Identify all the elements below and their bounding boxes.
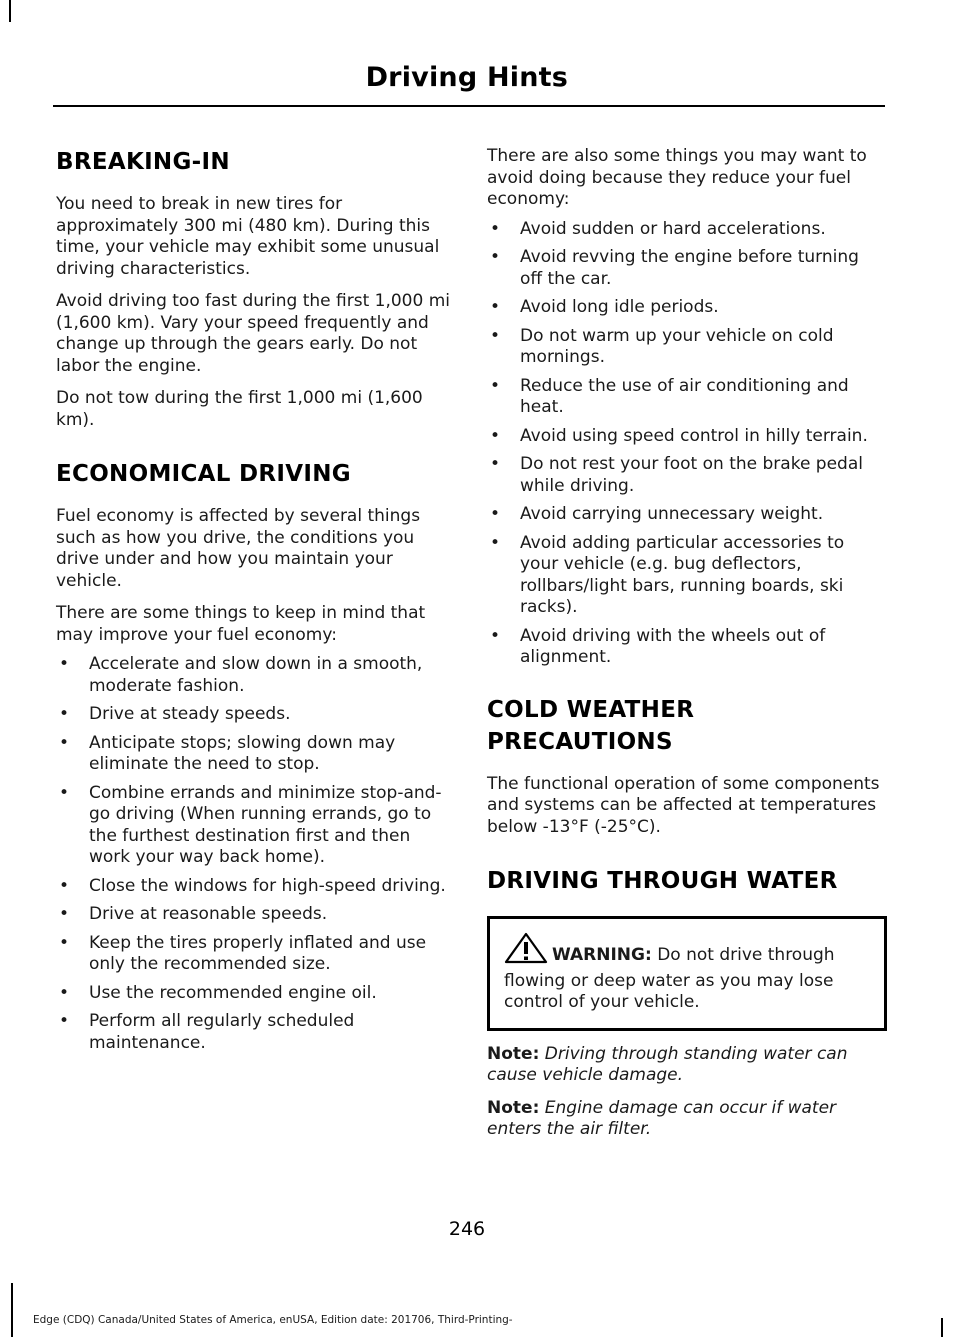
list-item-text: Avoid long idle periods. bbox=[520, 297, 719, 317]
list-item-text: Drive at steady speeds. bbox=[89, 704, 291, 724]
list-item-text: Perform all regularly scheduled maintenance. bbox=[89, 1011, 355, 1053]
list-item-text: Combine errands and minimize stop-and-go driving (When running errands, go to the furthest destination first and then work your way back home). bbox=[89, 782, 442, 867]
list-item bbox=[56, 1011, 451, 1054]
list-item bbox=[487, 426, 882, 448]
list-item bbox=[487, 504, 882, 526]
fuel-economy-tips-list bbox=[56, 654, 451, 1054]
list-item-text: Anticipate stops; slowing down may eliminate the need to stop. bbox=[89, 732, 396, 774]
left-column bbox=[56, 146, 451, 1061]
avoid-list bbox=[487, 219, 882, 669]
bullet-icon: • bbox=[490, 425, 501, 446]
crop-mark-bottom-left-vertical bbox=[11, 1283, 13, 1337]
list-item-text: Reduce the use of air conditioning and heat. bbox=[520, 375, 849, 417]
warning-text-block bbox=[504, 932, 870, 1014]
note bbox=[487, 1098, 882, 1141]
list-item bbox=[487, 247, 882, 290]
note-text: Driving through standing water can cause vehicle damage. bbox=[487, 1043, 848, 1085]
right-column bbox=[487, 146, 882, 1141]
list-item bbox=[56, 733, 451, 776]
breaking-in-paragraph: Do not tow during the first 1,000 mi (1,600 km). bbox=[56, 388, 423, 430]
bullet-icon: • bbox=[59, 732, 70, 753]
cold-weather-heading-second-line bbox=[487, 726, 882, 758]
list-item bbox=[487, 454, 882, 497]
breaking-in-paragraph: You need to break in new tires for approximately 300 mi (480 km). During this time, your vehicle may exhibit some unusual driving characteristics. bbox=[56, 194, 440, 279]
list-item bbox=[56, 876, 451, 898]
warning-label: WARNING: bbox=[552, 945, 652, 965]
list-item bbox=[56, 704, 451, 726]
warning-triangle-icon bbox=[504, 932, 548, 971]
bullet-icon: • bbox=[490, 325, 501, 346]
list-item bbox=[487, 533, 882, 619]
breaking-in-heading: BREAKING-IN bbox=[56, 149, 230, 175]
note-label: Note: bbox=[487, 1097, 540, 1118]
list-item-text: Use the recommended engine oil. bbox=[89, 982, 377, 1003]
edition-footer: Edge (CDQ) Canada/United States of America, enUSA, Edition date: 201706, Third-Printing- bbox=[33, 1314, 513, 1326]
bullet-icon: • bbox=[490, 454, 501, 474]
bullet-icon: • bbox=[59, 904, 70, 924]
list-item bbox=[487, 626, 882, 669]
note-label: Note: bbox=[487, 1043, 540, 1064]
bullet-icon: • bbox=[490, 504, 501, 524]
economical-driving-lead: There are some things to keep in mind that may improve your fuel economy: bbox=[56, 603, 426, 645]
cold-weather-heading-line1: COLD WEATHER bbox=[487, 696, 695, 723]
bullet-icon: • bbox=[490, 625, 501, 646]
header-rule bbox=[53, 105, 885, 107]
bullet-icon: • bbox=[490, 532, 501, 553]
bullet-icon: • bbox=[59, 875, 70, 896]
list-item bbox=[56, 904, 451, 926]
list-item bbox=[487, 376, 882, 419]
economical-driving-intro: Fuel economy is affected by several things such as how you drive, the conditions you drive under and how you maintain your vehicle. bbox=[56, 506, 421, 591]
list-item-text: Avoid sudden or hard accelerations. bbox=[520, 218, 826, 239]
list-item-text: Avoid carrying unnecessary weight. bbox=[520, 504, 824, 524]
list-item-text: Keep the tires properly inflated and use only the recommended size. bbox=[89, 932, 427, 974]
cold-weather-heading bbox=[487, 694, 882, 726]
list-item bbox=[56, 783, 451, 869]
bullet-icon: • bbox=[59, 782, 70, 803]
list-item bbox=[487, 219, 882, 241]
list-item-text: Accelerate and slow down in a smooth, moderate fashion. bbox=[89, 654, 423, 696]
crop-mark-bottom-right-vertical bbox=[941, 1318, 943, 1337]
cold-weather-text: The functional operation of some components and systems can be affected at temperatures below -13°F (-25°C). bbox=[487, 773, 880, 837]
page-title: Driving Hints bbox=[365, 62, 568, 93]
list-item-text: Avoid driving with the wheels out of alignment. bbox=[520, 625, 826, 667]
cold-weather-heading-line2: PRECAUTIONS bbox=[487, 728, 673, 755]
bullet-icon: • bbox=[59, 932, 70, 953]
list-item-text: Do not rest your foot on the brake pedal while driving. bbox=[520, 454, 863, 496]
note bbox=[487, 1044, 882, 1087]
bullet-icon: • bbox=[59, 982, 70, 1003]
breaking-in-paragraph: Avoid driving too fast during the first 1,000 mi (1,600 km). Vary your speed frequently and change up through the gears early. Do not labor the engine. bbox=[56, 291, 450, 376]
note-text: Engine damage can occur if water enters the air filter. bbox=[487, 1097, 837, 1139]
crop-mark-top-left-vertical bbox=[9, 0, 11, 22]
avoid-intro: There are also some things you may want to avoid doing because they reduce your fuel economy: bbox=[487, 146, 867, 209]
bullet-icon: • bbox=[490, 375, 501, 396]
bullet-icon: • bbox=[490, 218, 501, 239]
list-item bbox=[56, 983, 451, 1005]
list-item bbox=[487, 326, 882, 369]
driving-through-water-heading: DRIVING THROUGH WATER bbox=[487, 868, 838, 894]
bullet-icon: • bbox=[59, 654, 70, 674]
bullet-icon: • bbox=[490, 247, 501, 267]
warning-box bbox=[487, 916, 887, 1031]
list-item-text: Do not warm up your vehicle on cold mornings. bbox=[520, 325, 834, 367]
list-item bbox=[56, 654, 451, 697]
bullet-icon: • bbox=[490, 297, 501, 317]
list-item-text: Avoid revving the engine before turning off the car. bbox=[520, 247, 859, 289]
list-item bbox=[487, 297, 882, 319]
list-item-text: Avoid adding particular accessories to your vehicle (e.g. bug deflectors, rollbars/light bars, running boards, ski racks). bbox=[520, 532, 845, 617]
list-item bbox=[56, 933, 451, 976]
economical-driving-heading: ECONOMICAL DRIVING bbox=[56, 461, 351, 487]
bullet-icon: • bbox=[59, 704, 70, 724]
bullet-icon: • bbox=[59, 1011, 70, 1031]
list-item-text: Avoid using speed control in hilly terrain. bbox=[520, 425, 868, 446]
warning-text: Do not drive through flowing or deep water as you may lose control of your vehicle. bbox=[504, 945, 835, 1012]
list-item-text: Drive at reasonable speeds. bbox=[89, 904, 328, 924]
list-item-text: Close the windows for high-speed driving. bbox=[89, 875, 446, 896]
page-number: 246 bbox=[448, 1218, 486, 1240]
